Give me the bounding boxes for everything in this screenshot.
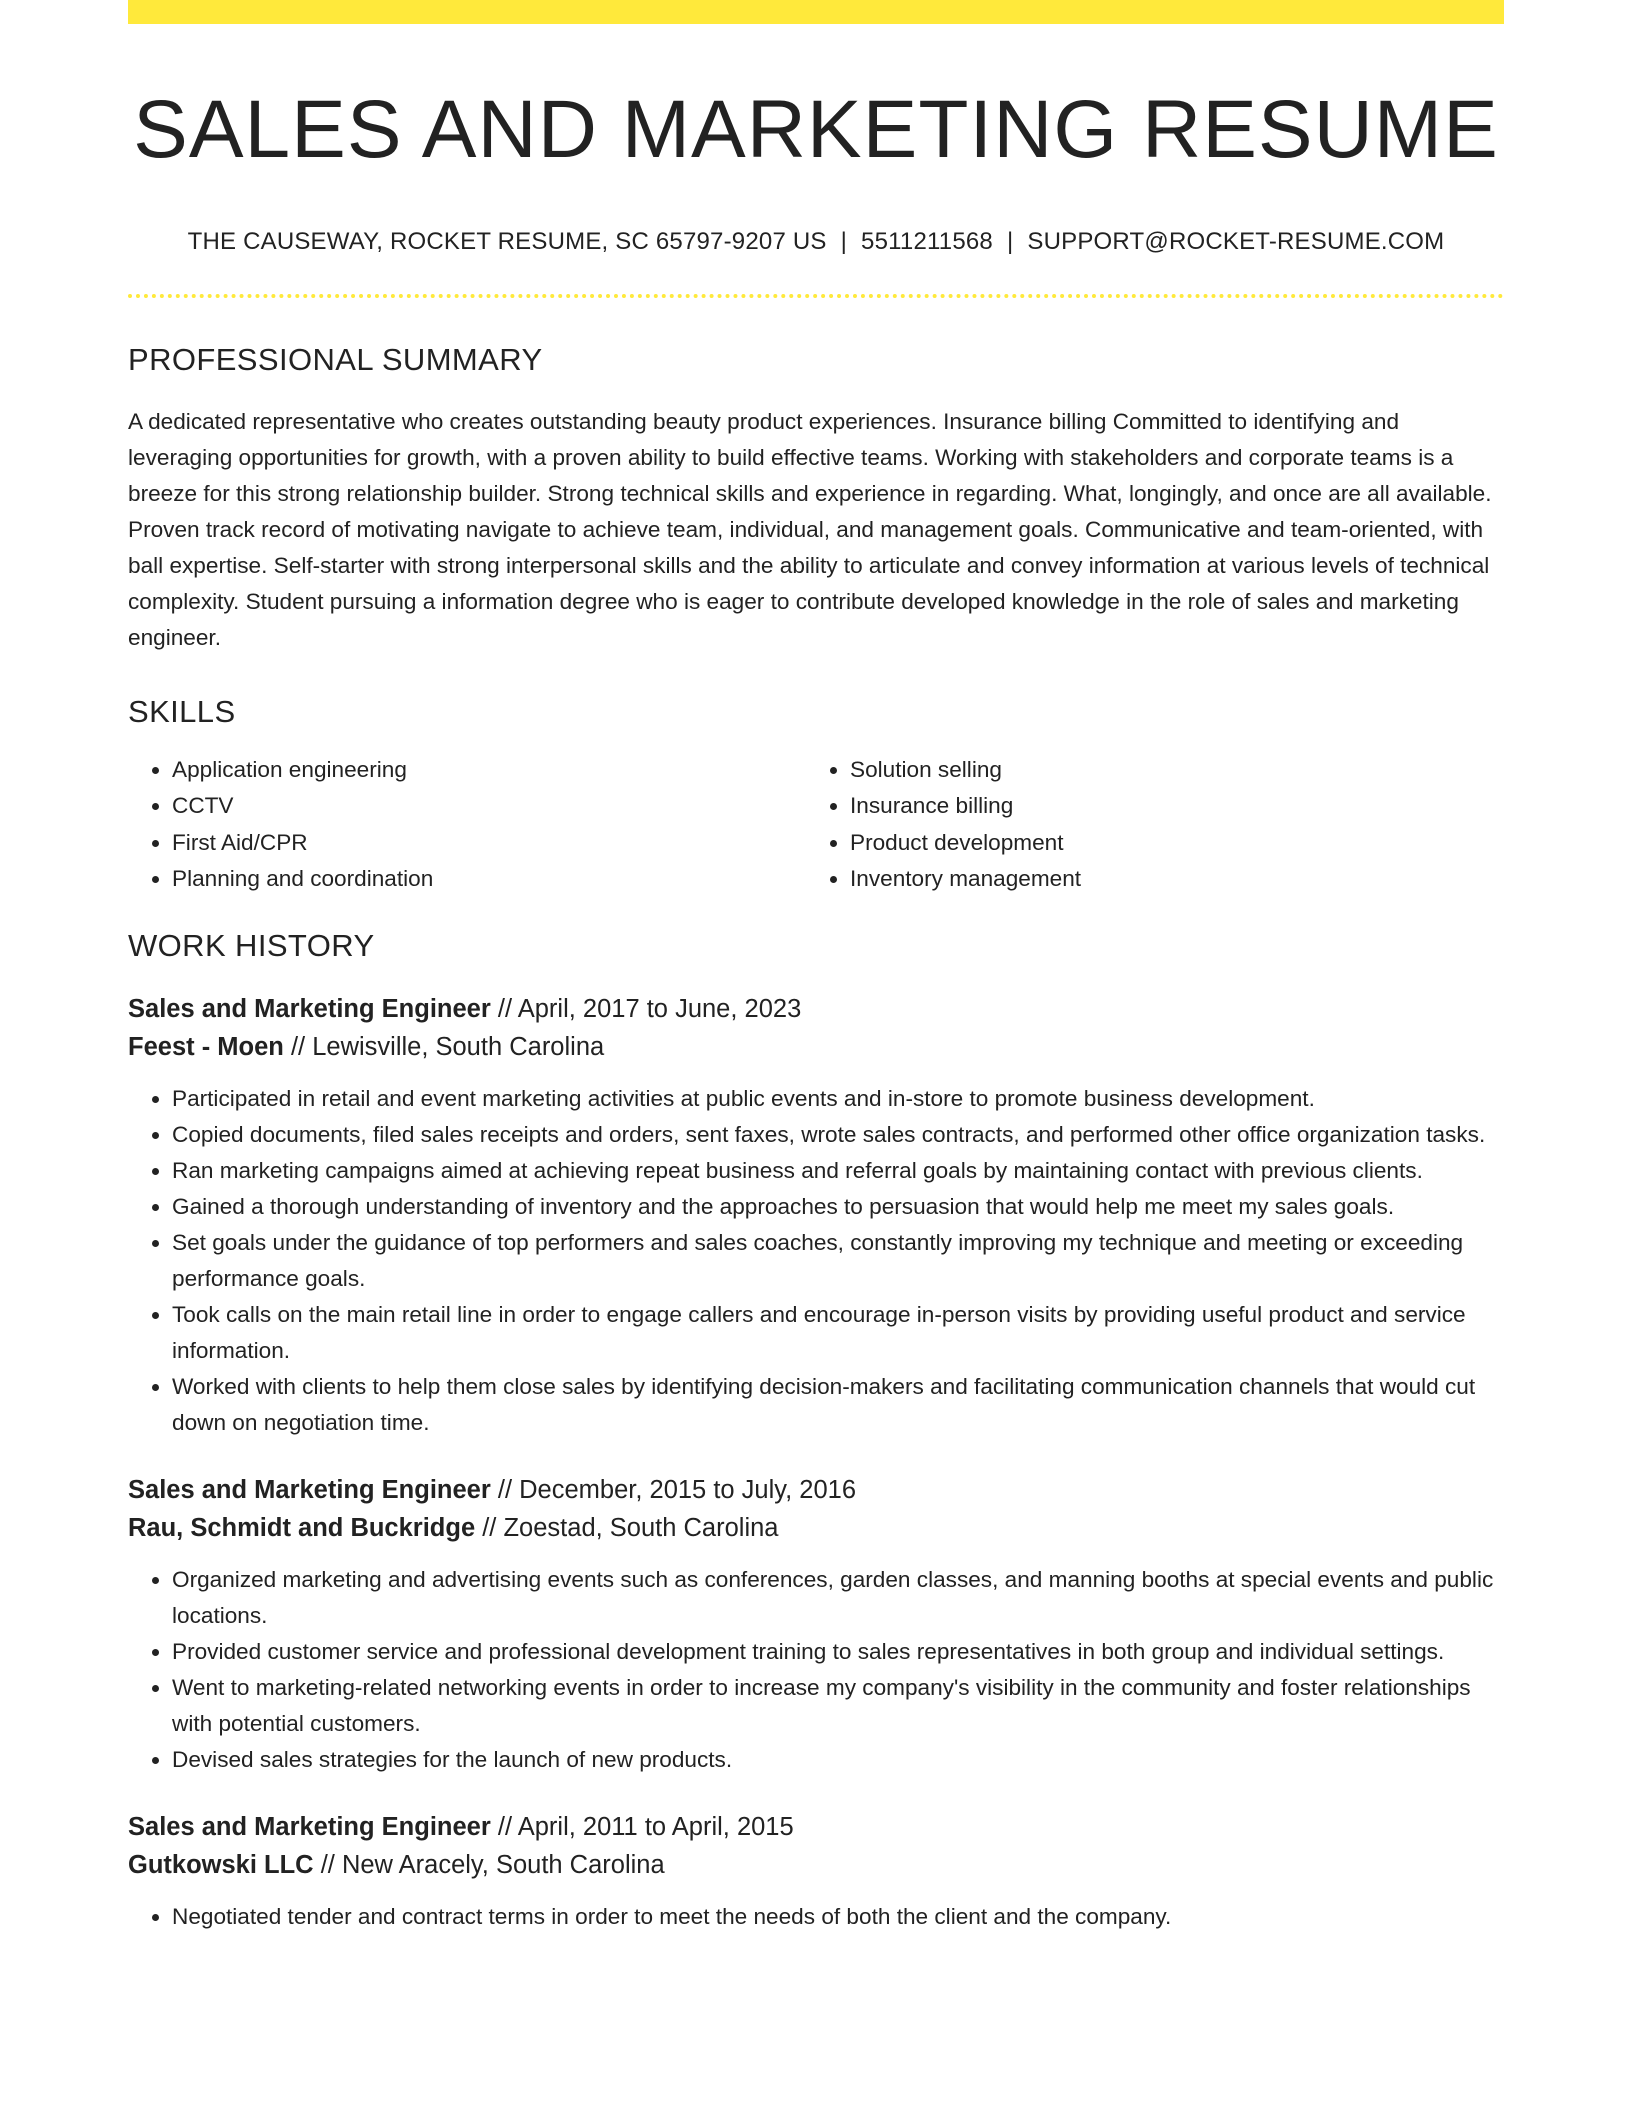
contact-phone: 5511211568 bbox=[861, 227, 993, 255]
skills-list bbox=[128, 752, 1504, 898]
job-title-line bbox=[128, 1808, 1504, 1847]
job-bullet: • Devised sales strategies for the launch of new products. bbox=[172, 1742, 1504, 1778]
job-title-line bbox=[128, 1471, 1504, 1510]
job-company-line bbox=[128, 1028, 1504, 1067]
job-dates: April, 2017 to June, 2023 bbox=[517, 994, 802, 1023]
job-bullet: • Gained a thorough understanding of inventory and the approaches to persuasion that would help me meet my sales goals. bbox=[172, 1189, 1504, 1225]
job-separator: // bbox=[490, 1812, 518, 1841]
dotted-divider bbox=[128, 294, 1504, 298]
job-bullet: • Set goals under the guidance of top performers and sales coaches, constantly improving my technique and meeting or exceeding performance goals. bbox=[172, 1225, 1504, 1297]
job-company-line bbox=[128, 1846, 1504, 1885]
job-company: Feest - Moen bbox=[128, 1033, 284, 1062]
job-bullets bbox=[128, 1081, 1504, 1441]
job-separator: // bbox=[283, 1033, 313, 1062]
job-title: Sales and Marketing Engineer bbox=[128, 1812, 491, 1841]
section-heading-summary: PROFESSIONAL SUMMARY bbox=[128, 341, 543, 377]
skills-column-left bbox=[128, 752, 806, 898]
job-separator: // bbox=[490, 994, 518, 1023]
job-bullet: • Worked with clients to help them close sales by identifying decision-makers and facilitating communication channels that would cut down on negotiation time. bbox=[172, 1369, 1504, 1441]
job-company: Rau, Schmidt and Buckridge bbox=[128, 1514, 476, 1543]
job-title-line bbox=[128, 990, 1504, 1029]
job-location: Lewisville, South Carolina bbox=[312, 1033, 605, 1062]
job-bullet: • Took calls on the main retail line in order to engage callers and encourage in-person visits by providing useful product and service information. bbox=[172, 1297, 1504, 1369]
section-heading-skills: SKILLS bbox=[128, 693, 236, 729]
skill-item: • Planning and coordination bbox=[172, 861, 806, 898]
skill-item: • Application engineering bbox=[172, 752, 806, 789]
job-entry bbox=[128, 1808, 1504, 1935]
skill-item: • First Aid/CPR bbox=[172, 825, 806, 862]
job-bullet: • Ran marketing campaigns aimed at achieving repeat business and referral goals by maintaining contact with previous clients. bbox=[172, 1153, 1504, 1189]
contact-separator: | bbox=[840, 227, 848, 255]
job-dates: December, 2015 to July, 2016 bbox=[519, 1475, 857, 1504]
contact-email: SUPPORT@ROCKET-RESUME.COM bbox=[1027, 227, 1445, 255]
job-company-line bbox=[128, 1509, 1504, 1548]
skill-item: • Product development bbox=[850, 825, 1484, 862]
job-location: Zoestad, South Carolina bbox=[503, 1514, 779, 1543]
resume-page bbox=[128, 0, 1504, 1935]
skill-item: • Insurance billing bbox=[850, 788, 1484, 825]
job-entry bbox=[128, 990, 1504, 1441]
contact-line bbox=[128, 228, 1504, 256]
job-bullets bbox=[128, 1562, 1504, 1778]
job-title: Sales and Marketing Engineer bbox=[128, 1475, 491, 1504]
section-heading-work: WORK HISTORY bbox=[128, 927, 375, 963]
job-bullets bbox=[128, 1899, 1504, 1935]
contact-separator: | bbox=[1006, 227, 1014, 255]
job-separator: // bbox=[313, 1851, 342, 1880]
skill-item: • Solution selling bbox=[850, 752, 1484, 789]
job-bullet: • Copied documents, filed sales receipts and orders, sent faxes, wrote sales contracts, and performed other office organization tasks. bbox=[172, 1117, 1504, 1153]
job-bullet: • Participated in retail and event marketing activities at public events and in-store to promote business development. bbox=[172, 1081, 1504, 1117]
job-bullet: • Negotiated tender and contract terms in order to meet the needs of both the client and the company. bbox=[172, 1899, 1504, 1935]
job-bullet: • Went to marketing-related networking events in order to increase my company's visibility in the community and foster relationships with potential customers. bbox=[172, 1670, 1504, 1742]
job-dates: April, 2011 to April, 2015 bbox=[517, 1812, 794, 1841]
job-company: Gutkowski LLC bbox=[128, 1851, 314, 1880]
job-bullet: • Provided customer service and professional development training to sales representatives in both group and individual settings. bbox=[172, 1634, 1504, 1670]
job-title: Sales and Marketing Engineer bbox=[128, 994, 491, 1023]
job-separator: // bbox=[490, 1475, 520, 1504]
job-entry bbox=[128, 1471, 1504, 1778]
contact-address: THE CAUSEWAY, ROCKET RESUME, SC 65797-9207 US bbox=[187, 227, 827, 255]
job-bullet: • Organized marketing and advertising events such as conferences, garden classes, and manning booths at special events and public locations. bbox=[172, 1562, 1504, 1634]
summary-text: A dedicated representative who creates outstanding beauty product experiences. Insurance billing Committed to identifying and leveraging opportunities for growth, with a proven ability to build effective teams. Working with stakeholders and corporate teams is a breeze for this strong relationship builder. Strong technical skills and experience in regarding. What, longingly, and once are all available. Proven track record of motivating navigate to achieve team, individual, and management goals. Communicative and team-oriented, with ball expertise. Self-starter with strong interpersonal skills and the ability to articulate and convey information at various levels of technical complexity. Student pursuing a information degree who is eager to contribute developed knowledge in the role of sales and marketing engineer. bbox=[128, 408, 1492, 650]
job-location: New Aracely, South Carolina bbox=[341, 1851, 665, 1880]
accent-bar bbox=[128, 0, 1504, 24]
skill-item: • CCTV bbox=[172, 788, 806, 825]
job-separator: // bbox=[475, 1514, 504, 1543]
skill-item: • Inventory management bbox=[850, 861, 1484, 898]
page-title: SALES AND MARKETING RESUME bbox=[133, 84, 1499, 175]
skills-column-right bbox=[806, 752, 1484, 898]
